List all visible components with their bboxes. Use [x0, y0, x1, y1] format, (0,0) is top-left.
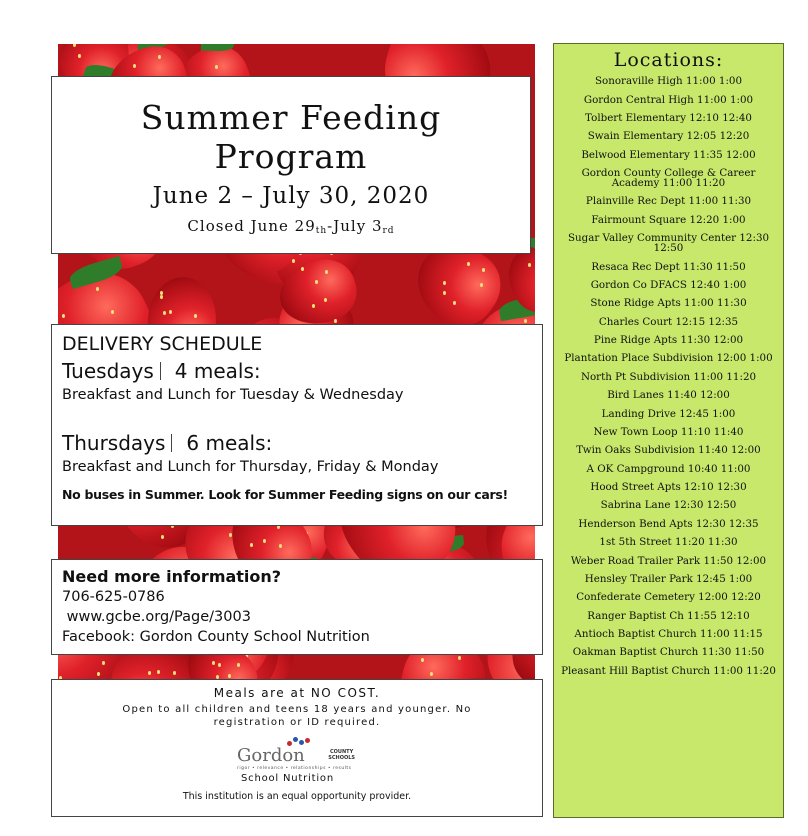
logo-gordon: Gordon — [237, 745, 305, 766]
logo-tagline: rigor • relevance • relationships • results — [237, 766, 352, 771]
seed-decoration — [97, 672, 100, 676]
thursday-desc: Breakfast and Lunch for Thursday, Friday & Monday — [62, 459, 439, 475]
seed-decoration — [458, 656, 461, 660]
delivery-schedule — [51, 324, 543, 526]
location-item: New Town Loop 11:10 11:40 — [593, 425, 744, 438]
location-item: Twin Oaks Subdivision 11:40 12:00 — [576, 444, 761, 457]
location-item: Gordon County College & Career Academy 11:00 11:20 — [581, 167, 756, 190]
no-cost-text: Meals are at NO COST. — [213, 686, 381, 700]
location-item: Antioch Baptist Church 11:00 11:15 — [574, 628, 763, 641]
location-item: Gordon Central High 11:00 1:00 — [583, 93, 754, 106]
location-item: Gordon Co DFACS 12:40 1:00 — [590, 278, 747, 291]
facebook-text: Facebook: Gordon County School Nutrition — [62, 629, 370, 645]
location-item: Confederate Cemetery 12:00 12:20 — [576, 591, 761, 604]
location-item: Landing Drive 12:45 1:00 — [601, 407, 736, 420]
location-item: Charles Court 12:15 12:35 — [598, 315, 739, 328]
seed-decoration — [325, 270, 328, 274]
thursday-row: Thursdays 6 meals: — [62, 431, 273, 455]
location-item: Oakman Baptist Church 11:30 11:50 — [572, 646, 765, 659]
location-item: Belwood Elementary 11:35 12:00 — [581, 148, 756, 161]
location-item: Fairmount Square 12:20 1:00 — [591, 213, 746, 226]
location-item: Hood Street Apts 12:10 12:30 — [590, 481, 747, 494]
location-item: Resaca Rec Dept 11:30 11:50 — [591, 260, 746, 273]
location-item: Sonoraville High 11:00 1:00 — [594, 75, 743, 88]
locations-panel — [553, 43, 784, 818]
location-item: Hensley Trailer Park 12:45 1:00 — [584, 572, 753, 585]
closed-dates: Closed June $29_{th}$-July $3_{rd}$ — [187, 217, 395, 236]
delivery-heading: DELIVERY SCHEDULE — [62, 333, 263, 355]
location-item: Stone Ridge Apts 11:00 11:30 — [590, 297, 747, 310]
eligibility-text: Open to all children and teens 18 years and younger. No registration or ID required. — [122, 704, 472, 728]
locations-list — [554, 72, 783, 680]
location-item: Sugar Valley Community Center 12:30 12:50 — [567, 232, 770, 255]
program-dates: June 2 – July 30, 2020 — [152, 183, 430, 209]
tuesday-row: Tuesdays 4 meals: — [62, 359, 261, 383]
page-title-line2: Program — [214, 137, 368, 176]
location-item: Tolbert Elementary 12:10 12:40 — [585, 111, 752, 124]
seed-decoration — [148, 671, 151, 675]
locations-heading: Locations: — [613, 49, 724, 71]
seed-decoration — [453, 301, 456, 305]
location-item: Weber Road Trailer Park 11:50 12:00 — [570, 554, 767, 567]
tuesday-desc: Breakfast and Lunch for Tuesday & Wednesday — [62, 387, 404, 403]
location-item: Plantation Place Subdivision 12:00 1:00 — [564, 352, 773, 365]
seed-decoration — [263, 539, 266, 543]
location-item: 1st 5th Street 11:20 11:30 — [599, 536, 738, 549]
seed-decoration — [430, 672, 433, 676]
location-item: Henderson Bend Apts 12:30 12:35 — [578, 517, 759, 530]
seed-decoration — [467, 262, 470, 266]
location-item: A OK Campground 10:40 11:00 — [586, 462, 751, 475]
gordon-county-logo — [237, 735, 357, 787]
seed-decoration — [78, 54, 81, 58]
location-item: Pleasant Hill Baptist Church 11:00 11:20 — [561, 664, 776, 677]
seed-decoration — [160, 295, 163, 299]
location-item: Bird Lanes 11:40 12:00 — [607, 389, 730, 402]
seed-decoration — [334, 319, 337, 323]
location-item: Ranger Baptist Ch 11:55 12:10 — [587, 609, 750, 622]
seed-decoration — [301, 267, 304, 271]
phone-number: 706-625-0786 — [62, 589, 165, 605]
bus-note: No buses in Summer. Look for Summer Feeding signs on our cars! — [62, 487, 508, 502]
location-item: North Pt Subdivision 11:00 11:20 — [580, 370, 757, 383]
seed-decoration — [212, 661, 215, 665]
seed-decoration — [133, 64, 136, 68]
location-item: Plainville Rec Dept 11:00 11:30 — [585, 195, 752, 208]
seed-decoration — [102, 661, 105, 665]
seed-decoration — [158, 55, 161, 59]
seed-decoration — [480, 283, 483, 287]
location-item: Swain Elementary 12:05 12:20 — [587, 130, 750, 143]
location-item: Pine Ridge Apts 11:30 12:00 — [593, 334, 744, 347]
logo-county: COUNTY SCHOOLS — [328, 749, 355, 761]
seed-decoration — [161, 535, 164, 539]
page-title-line1: Summer Feeding — [140, 98, 442, 137]
title-box — [51, 76, 531, 254]
seed-decoration — [421, 658, 424, 662]
location-item: Sabrina Lane 12:30 12:50 — [600, 499, 737, 512]
website-link[interactable]: www.gcbe.org/Page/3003 — [62, 609, 251, 625]
meals-box — [51, 679, 543, 817]
equal-opportunity: This institution is an equal opportunity provider. — [182, 791, 412, 802]
info-heading: Need more information? — [62, 567, 282, 586]
info-box — [51, 559, 543, 655]
logo-nutrition: School Nutrition — [241, 773, 334, 784]
seed-decoration — [194, 314, 197, 318]
seed-decoration — [443, 281, 446, 285]
